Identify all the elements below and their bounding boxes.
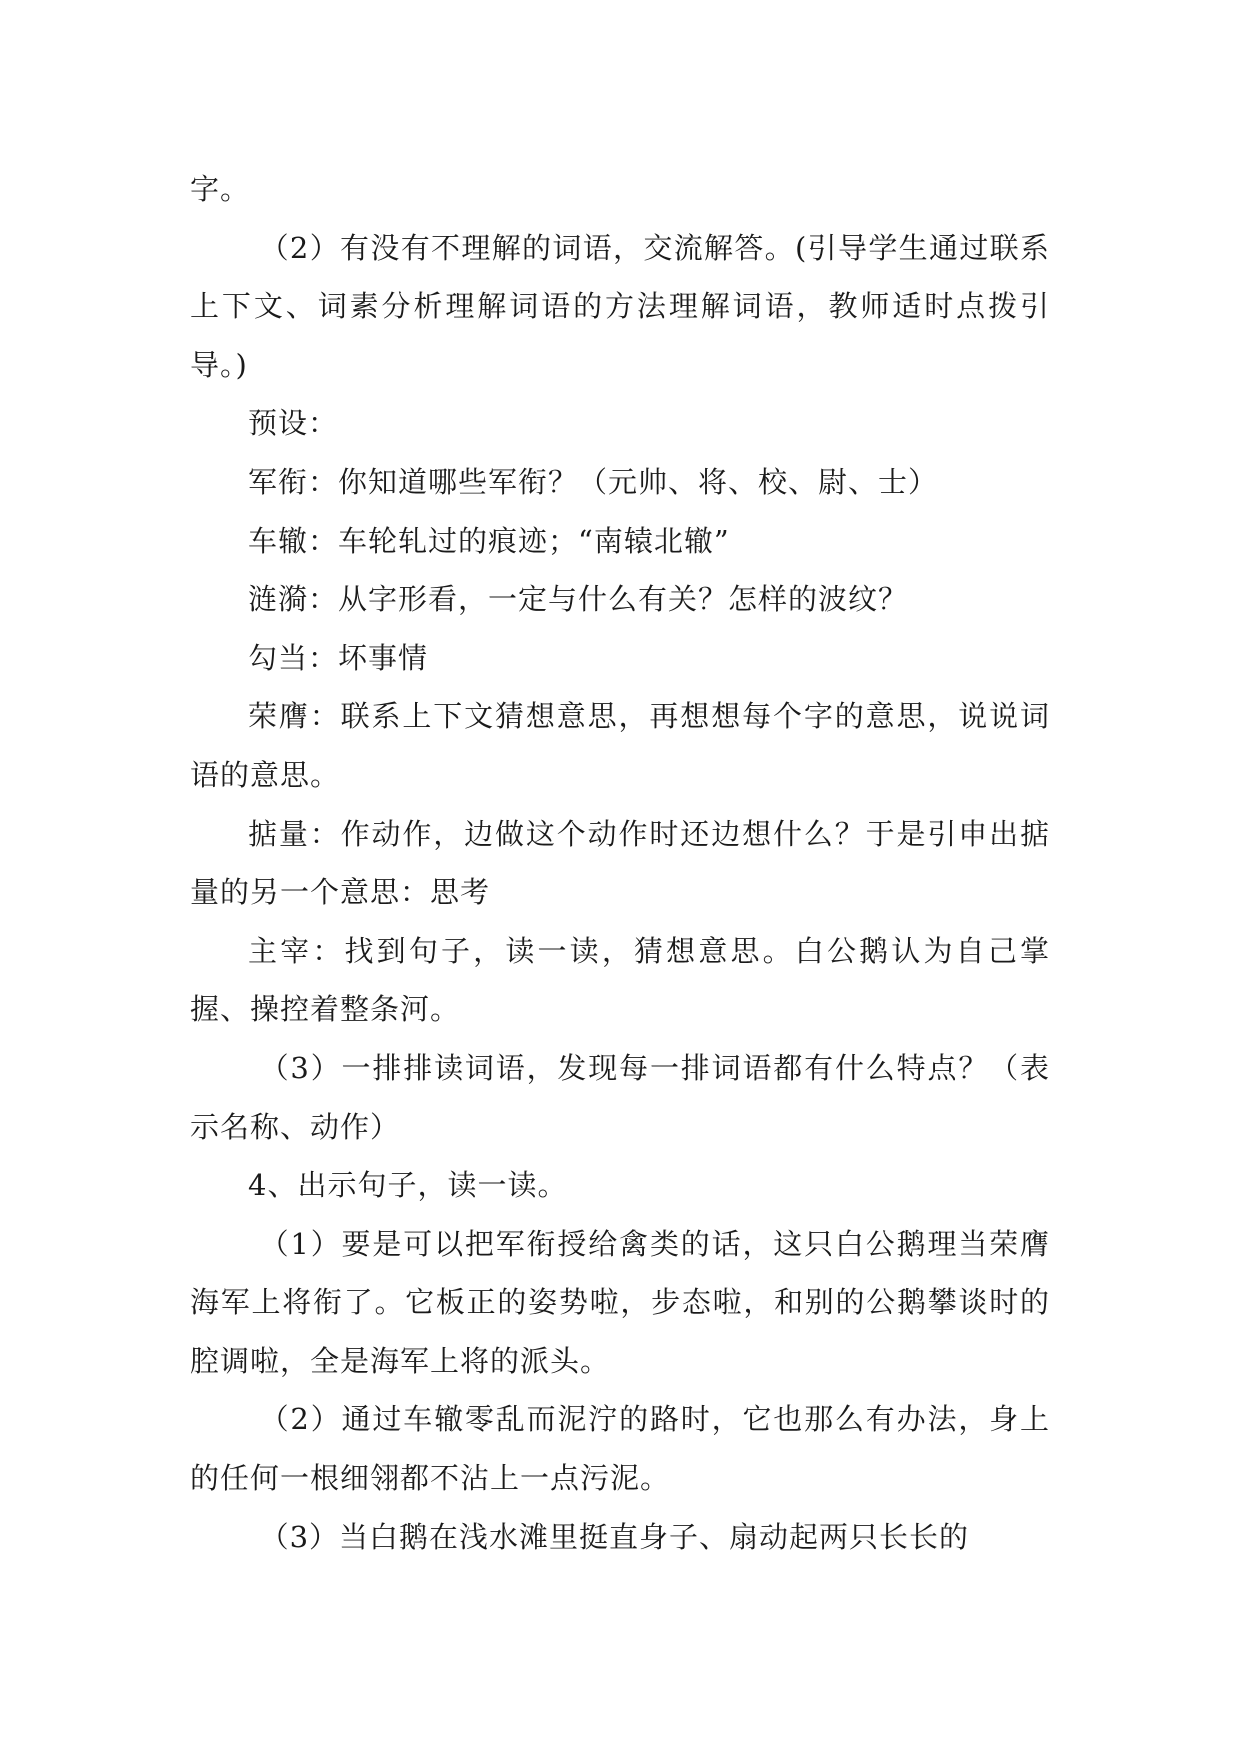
paragraph-sentence-2: （2）通过车辙零乱而泥泞的路时，它也那么有办法，身上的任何一根细翎都不沾上一点污泥。: [190, 1402, 1050, 1496]
paragraph-term-rongying: 荣膺：联系上下文猜想意思，再想想每个字的意思，说说词语的意思。: [190, 699, 1050, 792]
paragraph-read-rows: （3）一排排读词语，发现每一排词语都有什么特点？（表示名称、动作）: [190, 1050, 1050, 1144]
paragraph-sentence-3: （3）当白鹅在浅水滩里挺直身子、扇动起两只长长的: [259, 1519, 970, 1554]
paragraph-term-chezhe: 车辙：车轮轧过的痕迹；“南辕北辙”: [248, 523, 730, 558]
paragraph-term-lianyi: 涟漪：从字形看，一定与什么有关？怎样的波纹？: [248, 582, 909, 617]
paragraph-continuation: 字。: [190, 172, 251, 206]
paragraph-term-junxian: 军衔：你知道哪些军衔？（元帅、将、校、尉、士）: [248, 464, 939, 499]
paragraph-term-dianliang: 掂量：作动作，边做这个动作时还边想什么？于是引申出掂量的另一个意思：思考: [190, 816, 1050, 910]
paragraph-vocabulary-question: （2）有没有不理解的词语，交流解答。(引导学生通过联系上下文、词素分析理解词语的方法理解词语，教师适时点拨引导。): [190, 230, 1050, 382]
paragraph-sentence-1: （1）要是可以把军衔授给禽类的话，这只白公鹅理当荣膺海军上将衔了。它板正的姿势啦，步态啦，和别的公鹅攀谈时的腔调啦，全是海军上将的派头。: [190, 1226, 1050, 1378]
paragraph-preset-heading: 预设：: [248, 406, 339, 441]
paragraph-term-zhuzai: 主宰：找到句子，读一读，猜想意思。白公鹅认为自己掌握、操控着整条河。: [190, 933, 1050, 1027]
paragraph-term-goudang: 勾当：坏事情: [248, 640, 429, 675]
document-body: [190, 160, 1050, 1566]
paragraph-step-4: 4、出示句子，读一读。: [248, 1168, 568, 1203]
